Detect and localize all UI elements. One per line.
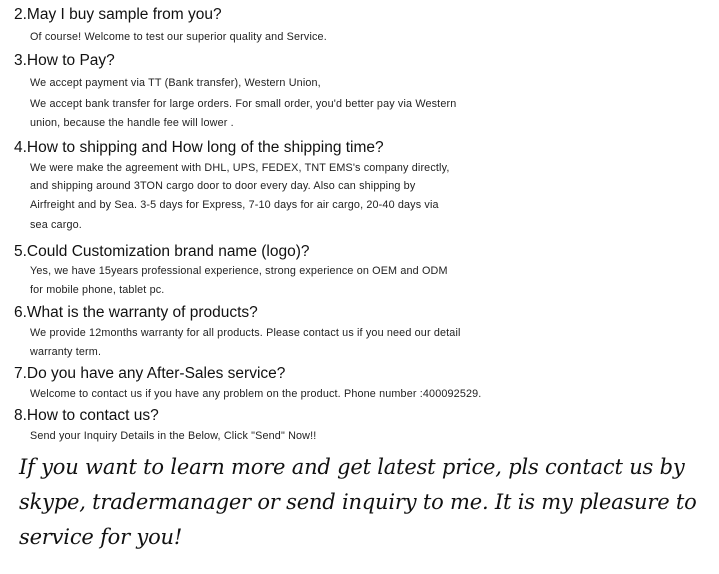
- faq-answer-line: union, because the handle fee will lower .: [30, 117, 234, 129]
- faq-answer-line: Yes, we have 15years professional experience, strong experience on OEM and ODM: [30, 265, 448, 277]
- faq-question-shipping: 4.How to shipping and How long of the shipping time?: [14, 139, 384, 156]
- closing-line: service for you!: [19, 525, 183, 549]
- faq-answer-line: sea cargo.: [30, 219, 82, 231]
- faq-question-customization: 5.Could Customization brand name (logo)?: [14, 243, 310, 260]
- faq-answer-line: and shipping around 3TON cargo door to door every day. Also can shipping by: [30, 180, 416, 192]
- closing-line: If you want to learn more and get latest price, pls contact us by: [19, 455, 685, 479]
- faq-answer-line: for mobile phone, tablet pc.: [30, 284, 165, 296]
- faq-answer-line: We accept payment via TT (Bank transfer), Western Union,: [30, 77, 321, 89]
- closing-message: [19, 450, 709, 555]
- faq-answer-line: Send your Inquiry Details in the Below, Click "Send" Now!!: [30, 430, 317, 442]
- faq-question-payment: 3.How to Pay?: [14, 52, 115, 69]
- faq-question-after-sales: 7.Do you have any After-Sales service?: [14, 365, 286, 382]
- faq-answer-line: Airfreight and by Sea. 3-5 days for Express, 7-10 days for air cargo, 20-40 days via: [30, 199, 439, 211]
- faq-answer-line: We were make the agreement with DHL, UPS, FEDEX, TNT EMS's company directly,: [30, 162, 450, 174]
- faq-question-contact: 8.How to contact us?: [14, 407, 159, 424]
- faq-answer-line: Of course! Welcome to test our superior quality and Service.: [30, 31, 327, 43]
- faq-answer-line: We provide 12months warranty for all products. Please contact us if you need our detail: [30, 327, 461, 339]
- faq-answer-line: Welcome to contact us if you have any problem on the product. Phone number :400092529.: [30, 388, 482, 400]
- faq-question-warranty: 6.What is the warranty of products?: [14, 304, 258, 321]
- closing-line: skype, tradermanager or send inquiry to me. It is my pleasure to: [19, 490, 697, 514]
- faq-answer-line: warranty term.: [30, 346, 102, 358]
- faq-answer-line: We accept bank transfer for large orders. For small order, you'd better pay via Western: [30, 98, 457, 110]
- faq-question-sample: 2.May I buy sample from you?: [14, 6, 222, 23]
